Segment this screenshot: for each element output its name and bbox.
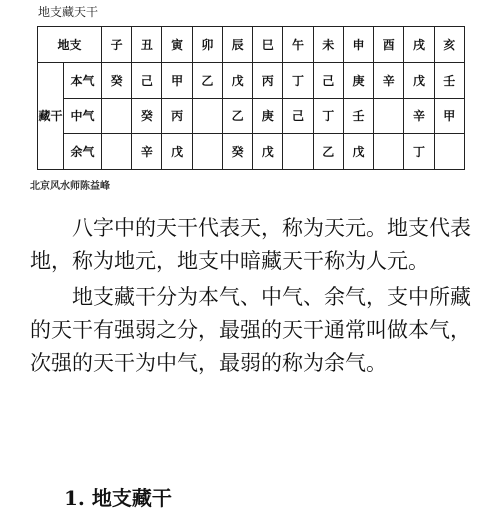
stem-cell: 丙 xyxy=(162,98,192,134)
stem-cell: 癸 xyxy=(132,98,162,134)
stem-cell: 甲 xyxy=(162,62,192,98)
section-heading: 1. 地支藏干 xyxy=(64,486,172,510)
stem-cell: 丁 xyxy=(283,62,313,98)
row-label: 本气 xyxy=(64,62,102,98)
stem-cell xyxy=(102,134,132,170)
stem-cell: 戊 xyxy=(343,134,373,170)
stem-cell: 庚 xyxy=(343,62,373,98)
stem-cell xyxy=(192,134,222,170)
stem-cell xyxy=(283,134,313,170)
branch-cell: 戌 xyxy=(404,27,434,63)
paragraph: 地支藏干分为本气、中气、余气，支中所藏的天干有强弱之分，最强的天干通常叫做本气，次强的天干为中气，最弱的称为余气。 xyxy=(30,285,471,375)
paragraph: 八字中的天干代表天，称为天元。地支代表地，称为地元，地支中暗藏天干称为人元。 xyxy=(30,216,471,273)
stem-cell: 乙 xyxy=(192,62,222,98)
stem-cell: 己 xyxy=(132,62,162,98)
stem-cell: 丁 xyxy=(404,134,434,170)
stem-cell: 乙 xyxy=(313,134,343,170)
row-label: 中气 xyxy=(64,98,102,134)
stem-cell: 戊 xyxy=(222,62,252,98)
branch-cell: 寅 xyxy=(162,27,192,63)
stem-cell: 辛 xyxy=(404,98,434,134)
branch-cell: 巳 xyxy=(253,27,283,63)
stem-cell: 戊 xyxy=(253,134,283,170)
table-row xyxy=(38,134,465,170)
table-row xyxy=(38,62,465,98)
branch-cell: 酉 xyxy=(374,27,404,63)
branch-cell: 亥 xyxy=(434,27,464,63)
stem-cell: 癸 xyxy=(222,134,252,170)
branch-cell: 申 xyxy=(343,27,373,63)
stem-cell: 甲 xyxy=(434,98,464,134)
body-text xyxy=(30,212,478,380)
branch-cell: 辰 xyxy=(222,27,252,63)
stem-cell: 己 xyxy=(313,62,343,98)
stem-cell xyxy=(102,98,132,134)
stem-cell: 己 xyxy=(283,98,313,134)
stem-cell: 壬 xyxy=(343,98,373,134)
stem-cell xyxy=(374,98,404,134)
stem-cell: 戊 xyxy=(404,62,434,98)
stem-cell xyxy=(374,134,404,170)
stem-cell: 丙 xyxy=(253,62,283,98)
branch-cell: 未 xyxy=(313,27,343,63)
stem-cell: 辛 xyxy=(374,62,404,98)
branch-header-row xyxy=(38,27,465,63)
stem-cell: 戊 xyxy=(162,134,192,170)
table-caption: 地支藏天干 xyxy=(38,5,99,19)
stem-cell: 庚 xyxy=(253,98,283,134)
source-caption: 北京风水师陈益峰 xyxy=(30,181,110,192)
stem-cell: 丁 xyxy=(313,98,343,134)
stem-cell: 辛 xyxy=(132,134,162,170)
stem-cell: 壬 xyxy=(434,62,464,98)
table-row xyxy=(38,98,465,134)
stem-cell: 乙 xyxy=(222,98,252,134)
branch-cell: 午 xyxy=(283,27,313,63)
stem-cell xyxy=(192,98,222,134)
stem-cell: 癸 xyxy=(102,62,132,98)
group-label: 藏干 xyxy=(38,62,64,169)
row-label: 余气 xyxy=(64,134,102,170)
branch-cell: 卯 xyxy=(192,27,222,63)
corner-label: 地支 xyxy=(38,27,102,63)
branch-cell: 丑 xyxy=(132,27,162,63)
hidden-stems-table xyxy=(37,26,465,170)
stem-cell xyxy=(434,134,464,170)
branch-cell: 子 xyxy=(102,27,132,63)
